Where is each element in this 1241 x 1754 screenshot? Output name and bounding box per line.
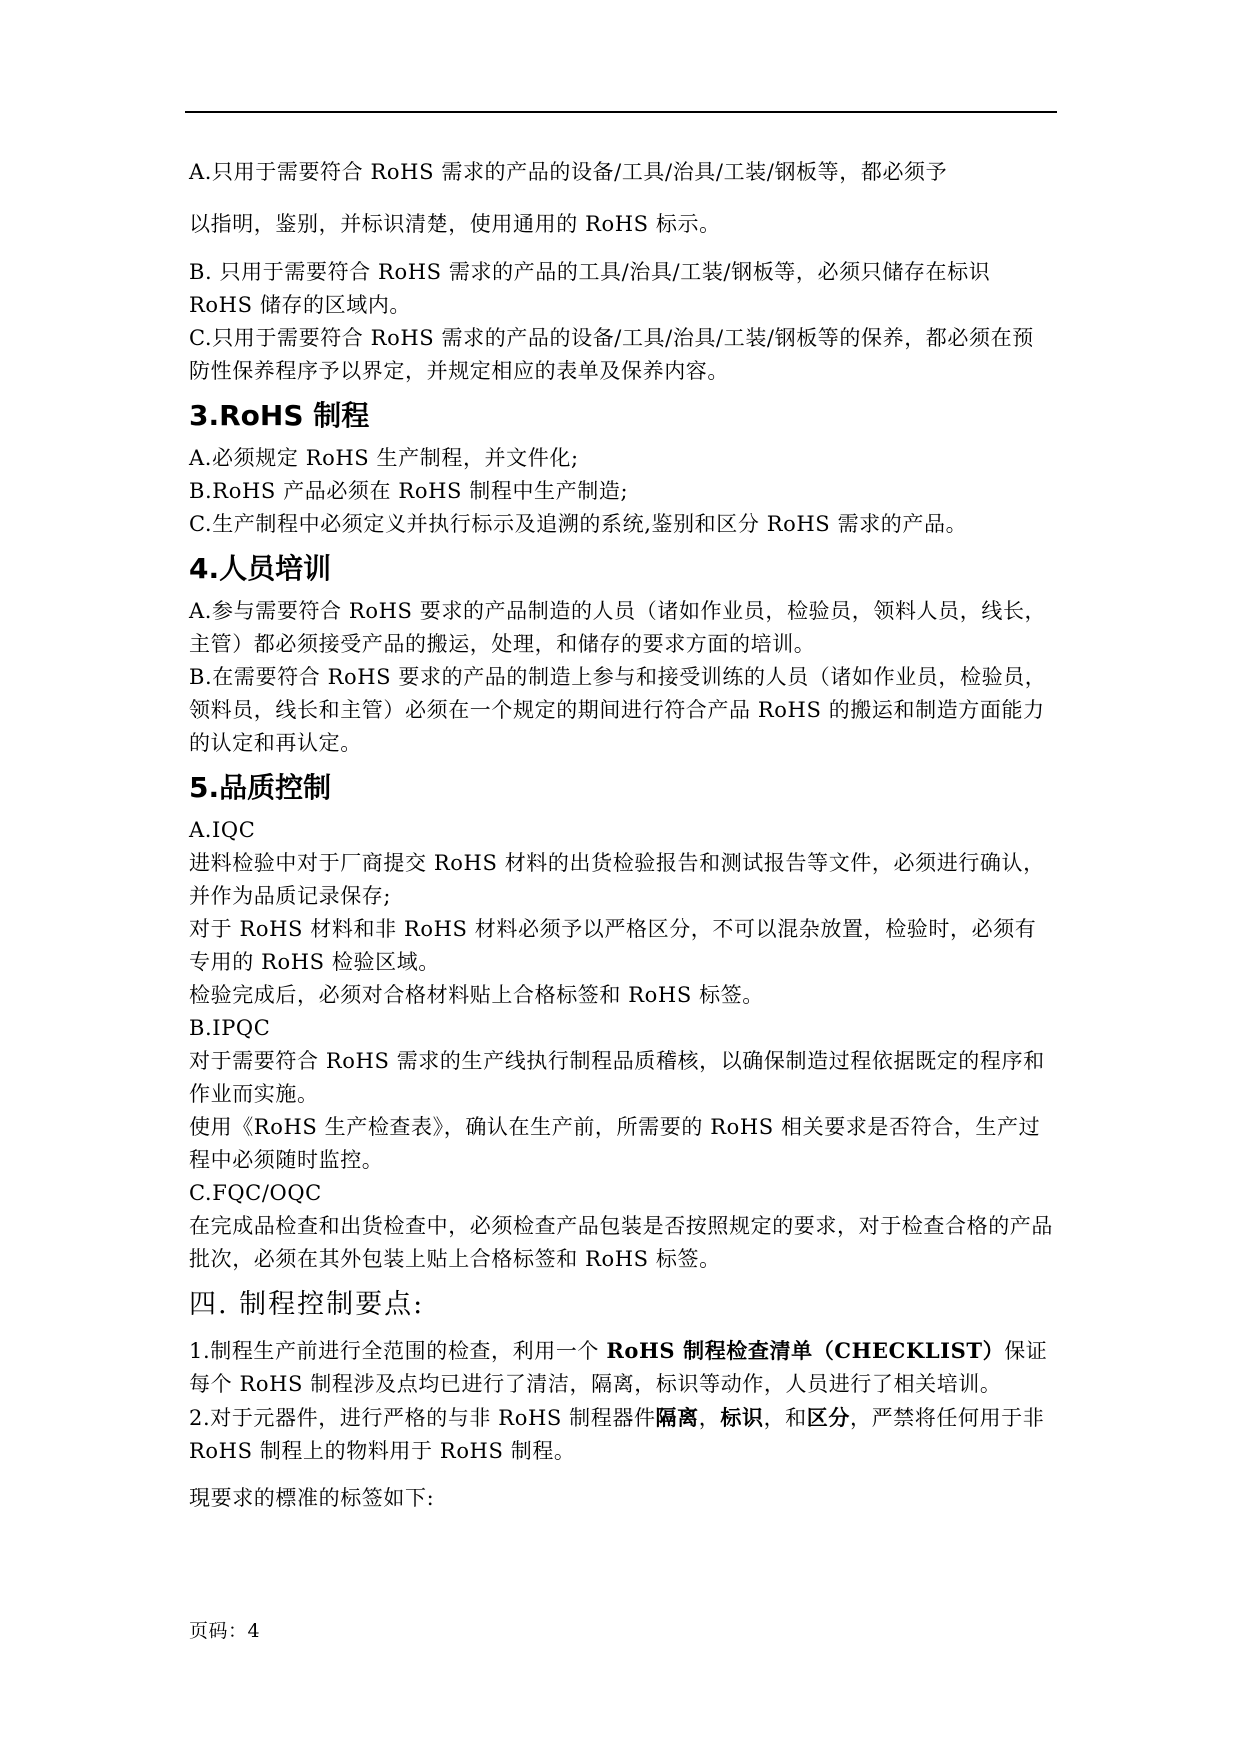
- header-rule: [185, 111, 1057, 113]
- section2-a-line2: 以指明，鉴别，并标识清楚，使用通用的 RoHS 标示。: [189, 212, 721, 236]
- section3-heading: 3.RoHS 制程: [189, 399, 370, 432]
- document-body: [189, 146, 1055, 1515]
- section2-a-line1: A.只用于需要符合 RoHS 需求的产品的设备/工具/治具/工装/钢板等，都必须予: [189, 160, 948, 184]
- section-iv-heading: 四. 制程控制要点:: [189, 1289, 425, 1320]
- section-iv-p1-bold: RoHS 制程检查清单（CHECKLIST）: [606, 1338, 1005, 1363]
- section4-a: A.参与需要符合 RoHS 要求的产品制造的人员（诸如作业员，检验员，领料人员，线长，主管）都必须接受产品的搬运，处理，和储存的要求方面的培训。: [189, 599, 1047, 656]
- section-iv-p2-bold2: 标识: [720, 1405, 764, 1430]
- section3-c: C.生产制程中必须定义并执行标示及追溯的系统,鉴别和区分 RoHS 需求的产品。: [189, 512, 968, 536]
- section5-b-title: B.IPQC: [189, 1016, 271, 1040]
- section-iv-p2-bold1: 隔离: [655, 1405, 699, 1430]
- section-iv-p2: [189, 1401, 1055, 1468]
- section5-b-p1: 对于需要符合 RoHS 需求的生产线执行制程品质稽核，以确保制造过程依据既定的程序和作业而实施。: [189, 1049, 1045, 1106]
- page-number: 页码：4: [189, 1620, 261, 1642]
- section2-c: C.只用于需要符合 RoHS 需求的产品的设备/工具/治具/工装/钢板等的保养，都必须在预防性保养程序予以界定，并规定相应的表单及保养内容。: [189, 326, 1034, 383]
- section5-heading: 5.品质控制: [189, 771, 332, 804]
- section5-c-p1: 在完成品检查和出货检查中，必须检查产品包装是否按照规定的要求，对于检查合格的产品批次，必须在其外包装上贴上合格标签和 RoHS 标签。: [189, 1214, 1053, 1271]
- section2-b: B. 只用于需要符合 RoHS 需求的产品的工具/治具/工装/钢板等，必须只储存在标识 RoHS 储存的区域内。: [189, 260, 991, 317]
- section3-b: B.RoHS 产品必须在 RoHS 制程中生产制造;: [189, 479, 629, 503]
- section-iv-p2-sep1: ，: [698, 1406, 721, 1430]
- section-iv-p1-pre: 1.制程生产前进行全范围的检查，利用一个: [189, 1339, 607, 1363]
- section-iv-p3: 現要求的標准的标签如下:: [189, 1486, 435, 1510]
- section-iv-p1-post: 保证每个 RoHS 制程涉及点均已进行了清洁，隔离，标识等动作，人员进行了相关培训。: [189, 1339, 1048, 1396]
- section5-a-p1: 进料检验中对于厂商提交 RoHS 材料的出货检验报告和测试报告等文件，必须进行确认，并作为品质记录保存;: [189, 851, 1045, 908]
- section-iv-p2-sep2: ，和: [763, 1406, 807, 1430]
- section5-a-p2: 对于 RoHS 材料和非 RoHS 材料必须予以严格区分，不可以混杂放置，检验时，必须有专用的 RoHS 检验区域。: [189, 917, 1037, 974]
- section3-a: A.必须规定 RoHS 生产制程，并文件化;: [189, 446, 579, 470]
- section4-b: B.在需要符合 RoHS 要求的产品的制造上参与和接受训练的人员（诸如作业员，检验员，领料员，线长和主管）必须在一个规定的期间进行符合产品 RoHS 的搬运和制造方面能力的认定和再认定。: [189, 665, 1047, 755]
- section-iv-p2-pre: 2.对于元器件，进行严格的与非 RoHS 制程器件: [189, 1406, 656, 1430]
- section-iv-p2-bold3: 区分: [806, 1405, 850, 1430]
- section-iv-p1: [189, 1334, 1055, 1401]
- section4-heading: 4.人员培训: [189, 552, 332, 585]
- section5-a-title: A.IQC: [189, 818, 256, 842]
- section5-a-p3: 检验完成后，必须对合格材料贴上合格标签和 RoHS 标签。: [189, 983, 764, 1007]
- section-iv-p2-post: ，严禁将任何用于非 RoHS 制程上的物料用于 RoHS 制程。: [189, 1406, 1045, 1463]
- section5-c-title: C.FQC/OQC: [189, 1181, 322, 1205]
- section5-b-p2: 使用《RoHS 生产检查表》，确认在生产前，所需要的 RoHS 相关要求是否符合，生产过程中必须随时监控。: [189, 1115, 1041, 1172]
